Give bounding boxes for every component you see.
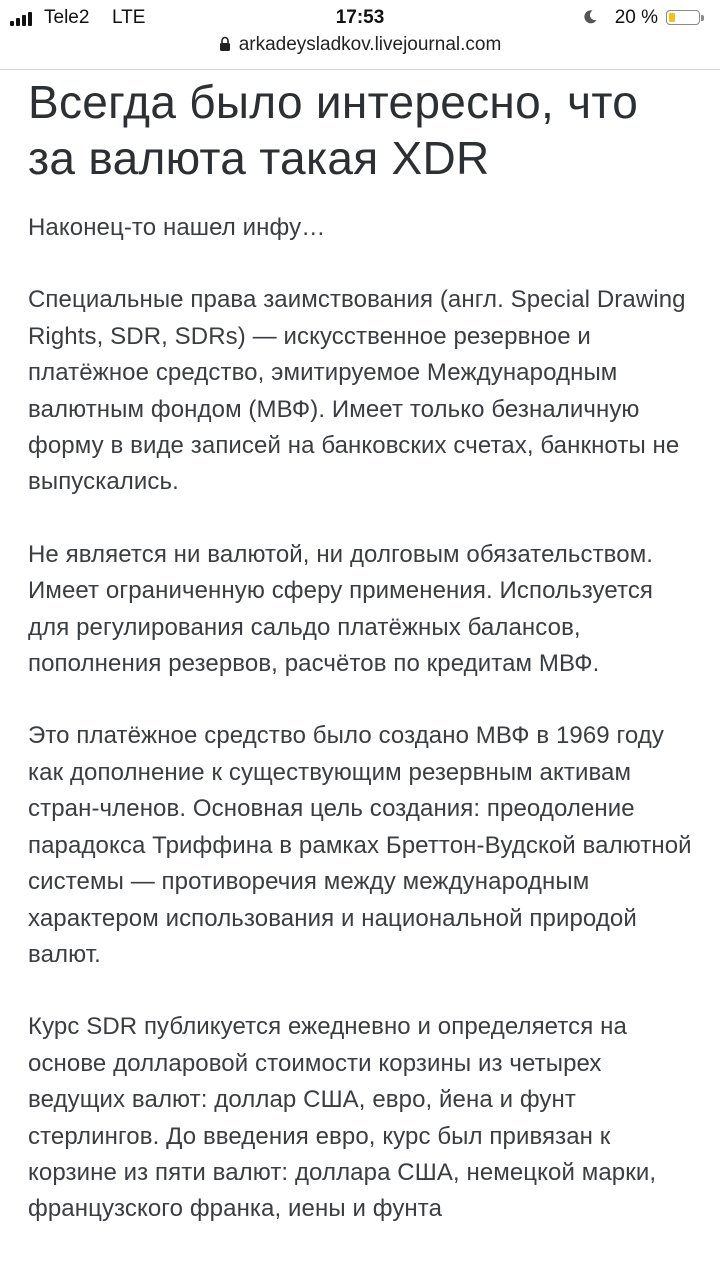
article-body <box>28 210 698 1228</box>
status-bar <box>0 0 720 36</box>
battery-level-fill <box>669 13 675 22</box>
battery-icon <box>666 10 706 27</box>
article-paragraph: Наконец-то нашел инфу… <box>28 214 326 241</box>
article-paragraph: Курс SDR публикуется ежедневно и определяется на основе долларовой стоимости корзины из четырех ведущих валют: доллар США, евро, йена и фунт стерлингов. До введения евро, курс был привязан к корзине из пяти валют: доллара США, немецкой марки, французского франка, иены и фунта <box>28 1013 657 1223</box>
url-bar-divider <box>0 69 720 70</box>
battery-percentage: 20 % <box>614 7 658 28</box>
do-not-disturb-moon-icon <box>582 9 598 25</box>
article-paragraph: Специальные права заимствования (англ. Special Drawing Rights, SDR, SDRs) — искусственное резервное и платёжное средство, эмитируемое Международным валютным фондом (МВФ). Имеет только безналичную форму в виде записей на банковских счетах, банкноты не выпускались. <box>28 286 686 496</box>
network-type: LTE <box>112 7 146 28</box>
article-paragraph: Это платёжное средство было создано МВФ в 1969 году как дополнение к существующим резервным активам стран-членов. Основная цель создания: преодоление парадокса Триффина в рамках Бреттон-Вудской валютной системы — противоречия между международным характером использования и национальной природой валют. <box>28 722 692 968</box>
url-text: arkadeysladkov.livejournal.com <box>238 34 502 55</box>
browser-url-bar[interactable] <box>0 34 720 66</box>
article-paragraph: Не является ни валютой, ни долговым обязательством. Имеет ограниченную сферу применения. Используется для регулирования сальдо платёжных балансов, пополнения резервов, расчётов по кредитам МВФ. <box>28 540 654 678</box>
lock-icon <box>219 36 231 52</box>
article-title: Всегда было интересно, что за валюта такая XDR <box>28 76 639 184</box>
article <box>28 74 698 1264</box>
status-time: 17:53 <box>335 7 385 28</box>
carrier-name: Tele2 <box>44 7 90 28</box>
